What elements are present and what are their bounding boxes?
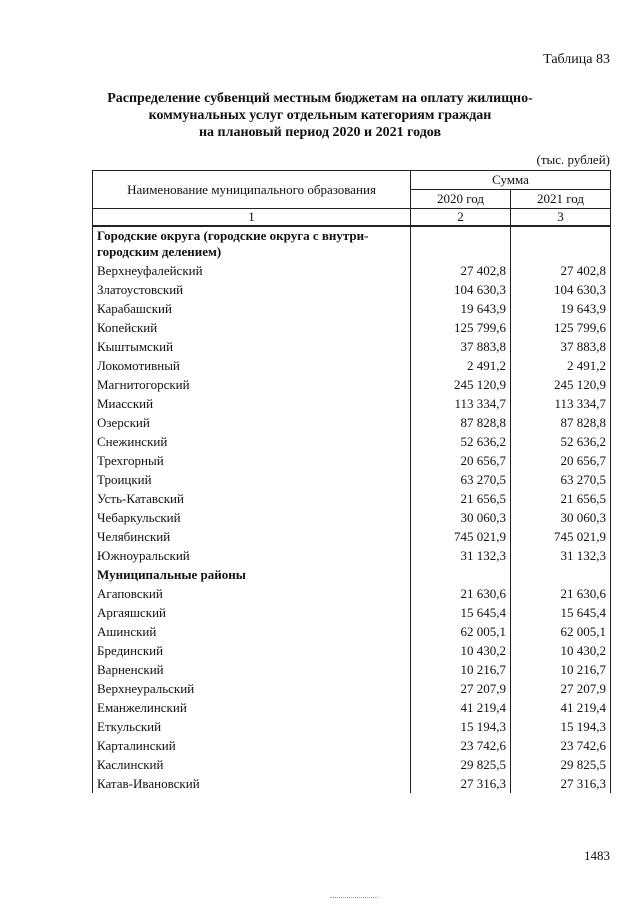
amount-2021: 87 828,8 [511, 413, 611, 432]
municipality-name: Варненский [93, 660, 411, 679]
amount-2020: 27 402,8 [411, 261, 511, 280]
amount-2020: 30 060,3 [411, 508, 511, 527]
amount-2020: 104 630,3 [411, 280, 511, 299]
municipality-name: Брединский [93, 641, 411, 660]
amount-2021: 15 645,4 [511, 603, 611, 622]
column-number-3: 3 [511, 209, 611, 227]
table-row [93, 489, 611, 508]
table-row [93, 356, 611, 375]
amount-2021: 27 316,3 [511, 774, 611, 793]
units-note: (тыс. рублей) [536, 152, 610, 167]
municipality-name: Верхнеуральский [93, 679, 411, 698]
table-row [93, 679, 611, 698]
municipality-name: Каслинский [93, 755, 411, 774]
table-row [93, 413, 611, 432]
amount-2021: 52 636,2 [511, 432, 611, 451]
table-row [93, 603, 611, 622]
table-row [93, 394, 611, 413]
municipality-name: Миасский [93, 394, 411, 413]
section-title: Городские округа (городские округа с внутри-городским делением) [93, 226, 411, 261]
column-header-sum: Сумма [411, 171, 611, 190]
amount-2020: 31 132,3 [411, 546, 511, 565]
amount-2021: 10 430,2 [511, 641, 611, 660]
municipality-name: Ашинский [93, 622, 411, 641]
amount-2020: 125 799,6 [411, 318, 511, 337]
amount-2021: 125 799,6 [511, 318, 611, 337]
amount-2020: 29 825,5 [411, 755, 511, 774]
amount-2021: 31 132,3 [511, 546, 611, 565]
amount-2020: 20 656,7 [411, 451, 511, 470]
table-number: Таблица 83 [543, 52, 610, 67]
amount-2020: 87 828,8 [411, 413, 511, 432]
amount-2020: 2 491,2 [411, 356, 511, 375]
section-empty-2020 [411, 226, 511, 261]
amount-2021: 10 216,7 [511, 660, 611, 679]
amount-2021: 20 656,7 [511, 451, 611, 470]
column-number-1: 1 [93, 209, 411, 227]
municipality-name: Троицкий [93, 470, 411, 489]
column-header-name: Наименование муниципального образования [93, 171, 411, 209]
amount-2020: 21 656,5 [411, 489, 511, 508]
amount-2020: 52 636,2 [411, 432, 511, 451]
title-line: Распределение субвенций местным бюджетам на оплату жилищно- [107, 91, 533, 106]
amount-2021: 63 270,5 [511, 470, 611, 489]
subvention-table [92, 170, 611, 793]
amount-2020: 62 005,1 [411, 622, 511, 641]
amount-2021: 62 005,1 [511, 622, 611, 641]
amount-2021: 113 334,7 [511, 394, 611, 413]
amount-2020: 21 630,6 [411, 584, 511, 603]
municipality-name: Чебаркульский [93, 508, 411, 527]
table-row [93, 755, 611, 774]
municipality-name: Златоустовский [93, 280, 411, 299]
column-header-2020: 2020 год [411, 190, 511, 209]
amount-2021: 745 021,9 [511, 527, 611, 546]
table-row [93, 660, 611, 679]
page-number: 1483 [584, 848, 610, 863]
municipality-name: Челябинский [93, 527, 411, 546]
municipality-name: Катав-Ивановский [93, 774, 411, 793]
table-row [93, 622, 611, 641]
table-row [93, 527, 611, 546]
table-row [93, 641, 611, 660]
table-row [93, 546, 611, 565]
municipality-name: Карталинский [93, 736, 411, 755]
table-body [93, 226, 611, 793]
amount-2020: 113 334,7 [411, 394, 511, 413]
table-row [93, 375, 611, 394]
municipality-name: Трехгорный [93, 451, 411, 470]
table-row [93, 432, 611, 451]
table-row [93, 299, 611, 318]
table-row [93, 584, 611, 603]
section-row [93, 565, 611, 584]
table-row [93, 470, 611, 489]
amount-2021: 30 060,3 [511, 508, 611, 527]
scan-artifact [330, 897, 378, 900]
section-empty-2021 [511, 226, 611, 261]
amount-2021: 27 207,9 [511, 679, 611, 698]
amount-2020: 27 207,9 [411, 679, 511, 698]
table-row [93, 508, 611, 527]
table-row [93, 736, 611, 755]
amount-2020: 10 430,2 [411, 641, 511, 660]
amount-2020: 15 194,3 [411, 717, 511, 736]
title-line: коммунальных услуг отдельным категориям граждан [148, 108, 492, 123]
amount-2021: 27 402,8 [511, 261, 611, 280]
amount-2020: 27 316,3 [411, 774, 511, 793]
table-row [93, 451, 611, 470]
title-line: на плановый период 2020 и 2021 годов [198, 125, 442, 140]
amount-2020: 745 021,9 [411, 527, 511, 546]
amount-2021: 21 656,5 [511, 489, 611, 508]
table-row [93, 261, 611, 280]
municipality-name: Снежинский [93, 432, 411, 451]
amount-2021: 41 219,4 [511, 698, 611, 717]
amount-2020: 10 216,7 [411, 660, 511, 679]
municipality-name: Аргаяшский [93, 603, 411, 622]
table-row [93, 280, 611, 299]
section-empty-2021 [511, 565, 611, 584]
amount-2020: 19 643,9 [411, 299, 511, 318]
municipality-name: Карабашский [93, 299, 411, 318]
table-row [93, 318, 611, 337]
amount-2020: 15 645,4 [411, 603, 511, 622]
municipality-name: Усть-Катавский [93, 489, 411, 508]
table-row [93, 698, 611, 717]
municipality-name: Озерский [93, 413, 411, 432]
municipality-name: Южноуральский [93, 546, 411, 565]
amount-2021: 245 120,9 [511, 375, 611, 394]
amount-2020: 63 270,5 [411, 470, 511, 489]
municipality-name: Еткульский [93, 717, 411, 736]
document-title [60, 90, 580, 141]
amount-2021: 21 630,6 [511, 584, 611, 603]
section-row [93, 226, 611, 261]
municipality-name: Верхнеуфалейский [93, 261, 411, 280]
municipality-name: Локомотивный [93, 356, 411, 375]
section-empty-2020 [411, 565, 511, 584]
table-row [93, 717, 611, 736]
section-title: Муниципальные районы [93, 565, 411, 584]
column-number-2: 2 [411, 209, 511, 227]
amount-2021: 29 825,5 [511, 755, 611, 774]
table-row [93, 337, 611, 356]
amount-2021: 23 742,6 [511, 736, 611, 755]
amount-2020: 245 120,9 [411, 375, 511, 394]
amount-2021: 19 643,9 [511, 299, 611, 318]
column-header-2021: 2021 год [511, 190, 611, 209]
amount-2021: 104 630,3 [511, 280, 611, 299]
municipality-name: Кыштымский [93, 337, 411, 356]
municipality-name: Еманжелинский [93, 698, 411, 717]
table-row [93, 774, 611, 793]
amount-2021: 2 491,2 [511, 356, 611, 375]
amount-2021: 37 883,8 [511, 337, 611, 356]
amount-2020: 23 742,6 [411, 736, 511, 755]
amount-2021: 15 194,3 [511, 717, 611, 736]
municipality-name: Копейский [93, 318, 411, 337]
municipality-name: Агаповский [93, 584, 411, 603]
municipality-name: Магнитогорский [93, 375, 411, 394]
amount-2020: 37 883,8 [411, 337, 511, 356]
amount-2020: 41 219,4 [411, 698, 511, 717]
